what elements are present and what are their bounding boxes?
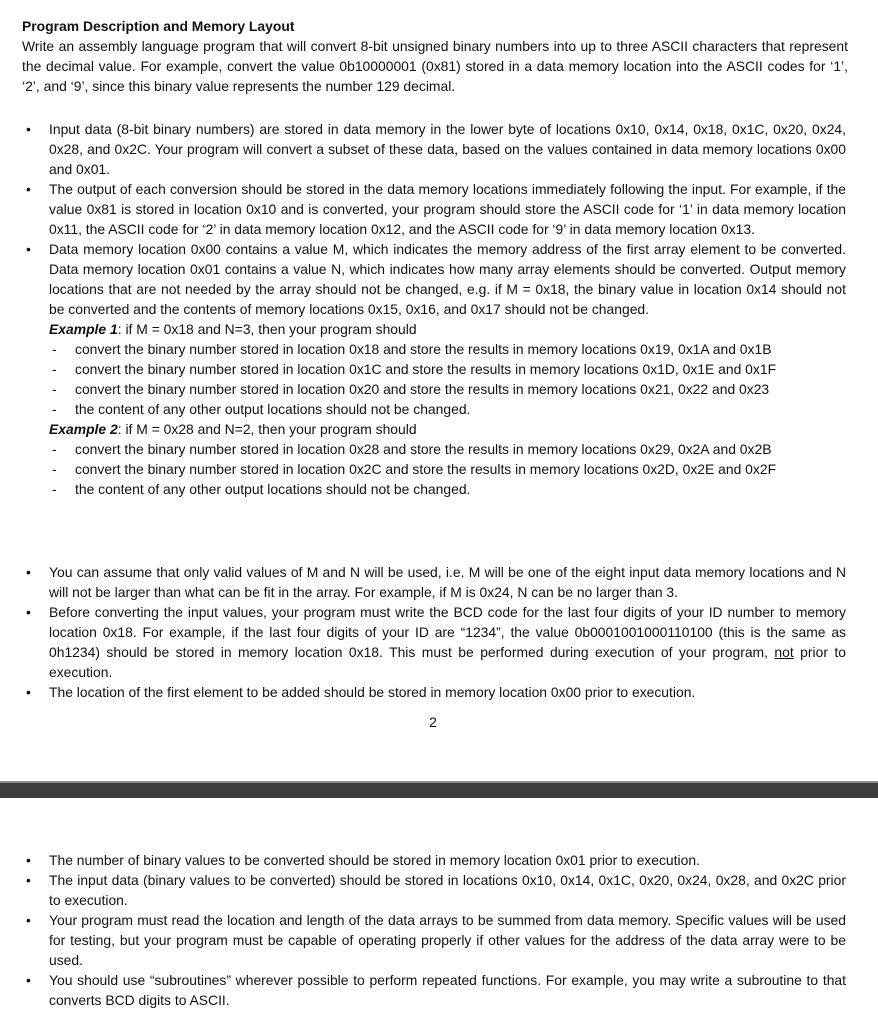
bullet-icon: •: [26, 872, 31, 888]
bullet-item-valid-values: • You can assume that only valid values of M and N will be used, i.e. M will be one of the eight input data memory locations and N will not be larger than what can be fit in the array. For example, if M is 0x24, N can be no larger than 3.: [26, 564, 846, 600]
bullet-item-read-memory: • Your program must read the location and length of the data arrays to be summed from data memory. Specific values will be used for testing, but your program must be capable of operating properly if other values for the address of the data array were to be used.: [26, 912, 846, 968]
page-number: 2: [429, 714, 437, 730]
bullet-icon: •: [26, 852, 31, 868]
bullet-icon: •: [26, 181, 31, 197]
bullet-icon: •: [26, 972, 31, 988]
bullet-icon: •: [26, 241, 31, 257]
list-item: - convert the binary number stored in location 0x18 and store the results in memory locations 0x19, 0x1A and 0x1B: [52, 341, 772, 357]
list-item: - convert the binary number stored in location 0x2C and store the results in memory locations 0x2D, 0x2E and 0x2F: [52, 461, 777, 477]
bullet-item-bcd-id: • Before converting the input values, your program must write the BCD code for the last four digits of your ID number to memory location 0x18. For example, if the last four digits of your ID are “1234”, the value 0b0001001000110100 (this is the same as 0h1234) should be stored in memory location 0x18. This must be performed during execution of your program, not prior to execution.: [26, 604, 846, 680]
list-item: - convert the binary number stored in location 0x28 and store the results in memory locations 0x29, 0x2A and 0x2B: [52, 441, 772, 457]
bullet-icon: •: [26, 684, 31, 700]
list-item: - convert the binary number stored in location 0x1C and store the results in memory locations 0x1D, 0x1E and 0x1F: [52, 361, 777, 377]
intro-paragraph: Write an assembly language program that will convert 8-bit unsigned binary numbers into up to three ASCII characters that represent the decimal value. For example, convert the value 0b10000001 (0x81) stored in a data memory location into the ASCII codes for ‘1’, ‘2’, and ‘9’, since this binary value represents the number 129 decimal.: [22, 38, 848, 94]
bullet-item-m-n: • Data memory location 0x00 contains a value M, which indicates the memory address of the first array element to be converted. Data memory location 0x01 contains a value N, which indicates how many array elements should be converted. Output memory locations that are not needed by the array should not be changed, e.g. if M = 0x18, the binary value in location 0x14 should not be converted and the contents of memory locations 0x15, 0x16, and 0x17 should not be changed. Example 1: if M = 0x18 and N=3, then your program should - convert the binary number stored in location 0x18 and store the results in memory locations 0x19, 0x1A and 0x1B - convert the binary number stored in location 0x1C and store the results in memory locations 0x1D, 0x1E and 0x1F - convert the binary number stored in location 0x20 and store the results in memory locations 0x21, 0x22 and 0x23 - the content of any other output locations should not be changed. Example 2: if M = 0x28 and N=2, then your program should - convert the binary number stored in location 0x28 and store the results in memory locations 0x29, 0x2A and 0x2B - convert the binary number stored in location 0x2C and store the results in memory locations 0x2D, 0x2E and 0x2F - the content of any other output locations should not be changed.: [26, 241, 846, 497]
bullet-item-input-data: • Input data (8-bit binary numbers) are stored in data memory in the lower byte of locations 0x10, 0x14, 0x18, 0x1C, 0x20, 0x24, 0x28, and 0x2C. Your program will convert a subset of these data, based on the values contained in data memory locations 0x00 and 0x01.: [26, 121, 846, 177]
bullet-item-subroutines: • You should use “subroutines” wherever possible to perform repeated functions. For example, you may write a subroutine to that converts BCD digits to ASCII.: [26, 972, 846, 1008]
bullet-item-output: • The output of each conversion should be stored in the data memory locations immediately following the input. For example, if the value 0x81 is stored in location 0x10 and is converted, your program should store the ASCII code for ‘1’ in data memory location 0x11, the ASCII code for ‘2’ in data memory location 0x12, and the ASCII code for ‘9’ in data memory location 0x13.: [26, 181, 846, 237]
bullet-icon: •: [26, 604, 31, 620]
example-1-heading: Example 1: if M = 0x18 and N=3, then your program should: [49, 321, 417, 337]
bullet-icon: •: [26, 121, 31, 137]
requirements-list-c: [0, 850, 878, 1010]
page-separator: [0, 783, 878, 798]
list-item: - the content of any other output locations should not be changed.: [52, 401, 471, 417]
example-2-heading: Example 2: if M = 0x28 and N=2, then your program should: [49, 421, 417, 437]
section-title: Program Description and Memory Layout: [22, 18, 295, 34]
requirements-list-a: [0, 119, 878, 499]
bullet-item-count: • The number of binary values to be converted should be stored in memory location 0x01 prior to execution.: [26, 852, 700, 868]
example-2-list: [49, 439, 846, 499]
bullet-icon: •: [26, 912, 31, 928]
list-item: - the content of any other output locations should not be changed.: [52, 481, 471, 497]
bullet-item-input-locations: • The input data (binary values to be converted) should be stored in locations 0x10, 0x14, 0x1C, 0x20, 0x24, 0x28, and 0x2C prior to execution.: [26, 872, 846, 908]
bullet-item-first-location: • The location of the first element to be added should be stored in memory location 0x00 prior to execution.: [26, 684, 696, 700]
list-item: - convert the binary number stored in location 0x20 and store the results in memory locations 0x21, 0x22 and 0x23: [52, 381, 770, 397]
example-1-list: [49, 339, 846, 419]
requirements-list-b: [0, 562, 878, 702]
bullet-icon: •: [26, 564, 31, 580]
